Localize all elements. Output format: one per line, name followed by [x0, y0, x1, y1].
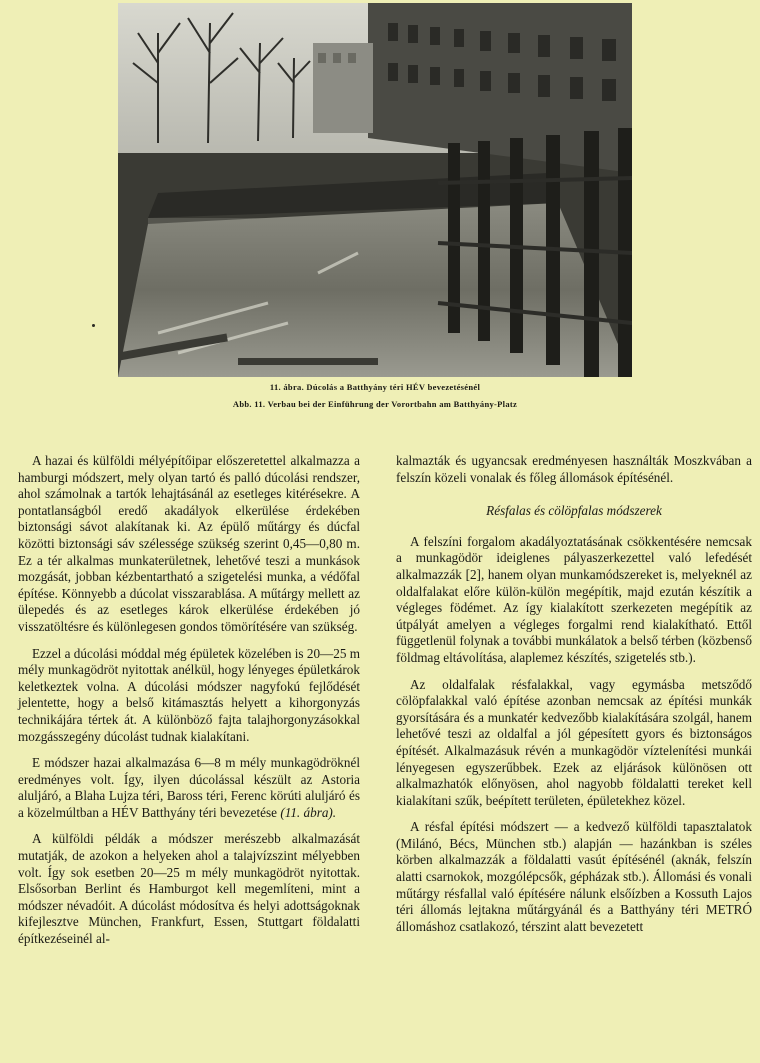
excavation-photo [118, 3, 632, 377]
paragraph-hamburg-method: A hazai és külföldi mélyépítőipar előszeretettel alkalmazza a hamburgi módszert, mely olyan tartó és palló dúcolási rendszer, ahol számolnak a tartók lehajtásánál az esetleges kitérésekre. A pontatlanságból eredő akadályok elkerülése érdekében biztonsági sávot alakítanak ki. Az épülő műtárgy és dúcfal közötti biztonsági sáv szélessége szükség szerint 0,45—0,80 m. Ez a tér alkalmas munkaterületnek, lehetővé teszi a munkások mozgását, jobban kézbentartható a szigetelési munka, a védőfal építése. Könnyebb a dúcolat visszarablása. A műtárgy mellett az ülepedés és az esetleges károk elkerülése érdekében jó visszatöltésre és különlegesen gondos tömörítésére van szükség. [18, 453, 360, 634]
paragraph-anchoring: Ezzel a dúcolási móddal még épületek közelében is 20—25 m mély munkagödröt nyitottak anélkül, hogy lényeges épületkárok keletkeztek volna. A dúcolási módszer nagyfokú fejlődését jelentette, hogy a belső kitámasztás helyett a kihorgonyzás technikájára tértek át. A különböző fajta talajhorgonyzásokkal mozgásszegény dúcolást tudnak kialakítani. [18, 645, 360, 744]
figure-caption-hungarian: 11. ábra. Dúcolás a Batthyány téri HÉV bevezetésénél [269, 382, 481, 392]
paragraph-side-walls: Az oldalfalak résfalakkal, vagy egymásba metsződő cölöpfalakkal való építése azonban nemcsak az építési munkák gyorsítására és a munkatér kedvezőbb kialakítására szolgál, hanem lehetővé teszi az oldalfal a jól gépesített gyors és biztonságos építését. Alkalmazásuk révén a munkagödör víztelenítési munkái lényegesen egyszerűbbek. Ezek az eljárások különösen ott alkalmazhatók előnyösen, ahol nagyobb földalatti tereket kell kialakítani szűk, beépített területen, épületekhez közel. [396, 676, 752, 808]
right-text-column [396, 453, 752, 945]
paragraph-domestic-use [18, 755, 360, 821]
paragraph-foreign-examples: A külföldi példák a módszer merészebb alkalmazását mutatják, de azokon a helyeken ahol a talajvízszint mélyebben volt. Így sok esetben 20—25 m mély munkagödröt nyitottak. Elsősorban Berlint és Hamburgot kell megemlíteni, mint a módszer névadóit. A dúcolást módosítva és helyi adottságoknak kifejlesztve München, Frankfurt, Essen, Stuttgart földalatti építkezéseinél al- [18, 831, 360, 947]
paragraph-domestic-text: E módszer hazai alkalmazása 6—8 m mély munkagödröknél eredményes volt. Így, ilyen dúcolással készült az Astoria aluljáró, a Blaha Lujza téri, Baross téri, Ferenc körúti aluljáró és a közelmúltban a HÉV Batthyány téri bevezetése [18, 755, 360, 820]
left-text-column [18, 453, 360, 958]
figure-caption-german: Abb. 11. Verbau bei der Einführung der Vorortbahn am Batthyány-Platz [232, 399, 518, 409]
section-title: Résfalas és cölöpfalas módszerek [486, 503, 662, 519]
figure-reference: (11. ábra). [280, 804, 337, 820]
paragraph-diaphragm-wall: A résfal építési módszert — a kedvező külföldi tapasztalatok (Milánó, Bécs, München stb.) alapján — hazánkban is széles körben alkalmazzák a földalatti vasút építésénél (aknák, felszín alatti csarnokok, mozgólépcsők, gépházak stb.). Állomási és vonali műtárgy résfallal való építésére nálunk elsőízben a Kossuth Lajos téri állomás lejtakna műtárgyánál és a Batthyány téri METRÓ állomáshoz csatlakozó, térszint alatt bevezetett [396, 819, 752, 934]
page-speck [92, 324, 95, 327]
paragraph-surface-traffic: A felszíni forgalom akadályoztatásának csökkentésére nemcsak a munkagödör ideiglenes pályaszerkezettel való lefedését alkalmazzák [2], hanem olyan munkamódszereket is, melyeknél az oldalfalakat előre külön-külön megépítik, majd ezután készítik a végleges födémet. Az így kialakított szerkezeten megépítik az útpályát amelyen a végleges forgalmi rend kialakítható. Ettől függetlenül folynak a további munkálatok a belső térben (közbenső földmag eltávolítása, alaplemez készítés, szigetelés stb.). [396, 533, 752, 665]
paragraph-continuation: kalmazták és ugyancsak eredményesen használták Moszkvában a felszín közeli vonalak és főleg állomások építésénél. [396, 453, 752, 485]
